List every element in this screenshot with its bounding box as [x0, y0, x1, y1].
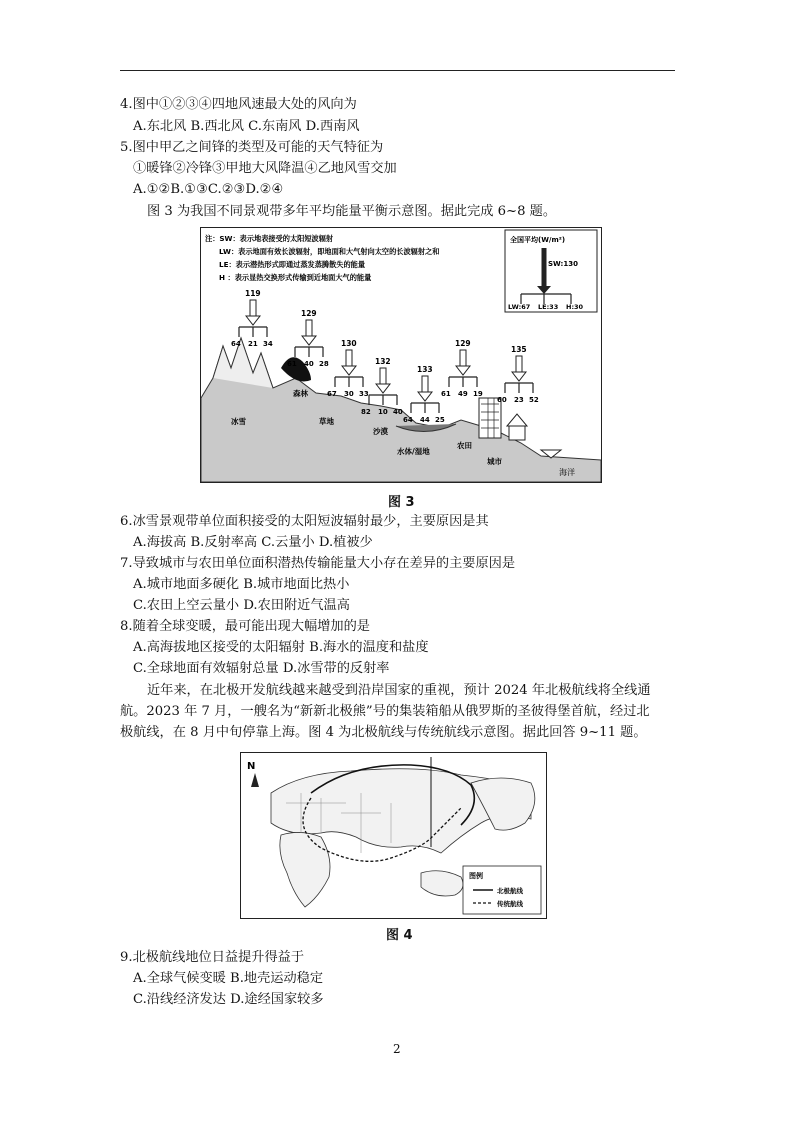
zone-split-arrows	[295, 347, 323, 357]
figure-3-caption: 图 3	[388, 495, 415, 510]
sea-label: 海洋	[559, 468, 575, 477]
national-h: H:30	[566, 303, 584, 311]
zone-lw-value: 67	[327, 390, 337, 398]
zone-le-value: 30	[344, 390, 354, 398]
zone-le-value: 49	[458, 390, 468, 398]
national-sw: SW:130	[548, 260, 578, 268]
zone-sw-arrowhead	[342, 366, 356, 375]
zone-le-value: 21	[248, 340, 258, 348]
zone-h-value: 33	[359, 390, 369, 398]
intro-q9-11-line2: 航。2023 年 7 月，一艘名为“新新北极熊”号的集装箱船从俄罗斯的圣彼得堡首航，经过北	[120, 704, 650, 719]
zone-split-arrows	[505, 383, 533, 393]
zone-h-value: 28	[319, 360, 329, 368]
q7-stem: 7.导致城市与农田单位面积潜热传输能量大小存在差异的主要原因是	[120, 556, 516, 571]
legend-arctic-label: 北极航线	[497, 887, 523, 895]
zone-sw-arrow	[460, 350, 466, 366]
zone-sw-arrow	[516, 356, 522, 372]
zone-le-value: 10	[378, 408, 388, 416]
zone-name-label: 森林	[293, 389, 308, 398]
fig3-legend-lw: LW：表示地面有效长波辐射，即地面和大气射向太空的长波辐射之和	[219, 247, 440, 256]
q8-options-cd: C.全球地面有效辐射总量 D.冰雪带的反射率	[133, 661, 390, 676]
intro-q9-11-line1: 近年来，在北极开发航线越来越受到沿岸国家的重视，预计 2024 年北极航线将全线通	[147, 683, 651, 698]
zone-split-arrows	[369, 395, 397, 405]
q4-stem: 4.图中①②③④四地风速最大处的风向为	[120, 97, 357, 112]
zone-name-label: 沙漠	[373, 427, 388, 436]
north-arrow-icon	[251, 773, 259, 787]
zone-name-label: 草地	[319, 417, 334, 426]
q5-options: A.①②B.①③C.②③D.②④	[133, 182, 284, 197]
zone-name-label: 农田	[457, 441, 472, 450]
zone-sw-value: 133	[417, 365, 433, 374]
zone-sw-arrowhead	[246, 316, 260, 325]
q9-options-cd: C.沿线经济发达 D.途经国家较多	[133, 992, 324, 1007]
q5-stem: 5.图中甲乙之间锋的类型及可能的天气特征为	[120, 140, 384, 155]
intro-q9-11-line3: 极航线，在 8 月中旬停靠上海。图 4 为北极航线与传统航线示意图。据此回答 9~11 题。	[120, 725, 647, 740]
zone-split-arrows	[411, 403, 439, 413]
q9-options-ab: A.全球气候变暖 B.地壳运动稳定	[133, 971, 324, 986]
zone-split-arrows	[335, 377, 363, 387]
q8-stem: 8.随着全球变暖，最可能出现大幅增加的是	[120, 619, 370, 634]
zone-sw-value: 129	[455, 339, 471, 348]
zone-split-arrows	[449, 377, 477, 387]
zone-lw-value: 82	[361, 408, 371, 416]
q9-stem: 9.北极航线地位日益提升得益于	[120, 950, 305, 965]
zone-lw-value: 61	[441, 390, 451, 398]
zone-sw-arrow	[250, 300, 256, 316]
zone-h-value: 52	[529, 396, 539, 404]
q8-options-ab: A.高海拔地区接受的太阳辐射 B.海水的温度和盐度	[133, 640, 429, 655]
national-lw: LW:67	[508, 303, 531, 311]
africa-shape	[280, 832, 330, 907]
zone-lw-value: 64	[403, 416, 413, 424]
zone-sw-arrow	[380, 368, 386, 384]
zone-lw-value: 64	[231, 340, 241, 348]
zone-sw-arrowhead	[376, 384, 390, 393]
q7-options-cd: C.农田上空云量小 D.农田附近气温高	[133, 598, 350, 613]
q6-stem: 6.冰雪景观带单位面积接受的太阳短波辐射最少，主要原因是其	[120, 514, 489, 529]
zone-lw-value: 60	[497, 396, 507, 404]
q7-options-ab: A.城市地面多硬化 B.城市地面比热小	[133, 577, 350, 592]
zone-sw-arrowhead	[456, 366, 470, 375]
zone-h-value: 25	[435, 416, 445, 424]
zone-sw-value: 132	[375, 357, 391, 366]
zone-lw-value: 61	[287, 360, 297, 368]
header-rule	[120, 70, 675, 71]
zone-h-value: 34	[263, 340, 273, 348]
zone-name-label: 冰雪	[231, 417, 246, 426]
zone-sw-arrow	[306, 320, 312, 336]
national-le: LE:33	[538, 303, 559, 311]
q5-statements: ①暖锋②冷锋③甲地大风降温④乙地风雪交加	[133, 161, 397, 176]
intro-q6-8: 图 3 为我国不同景观带多年平均能量平衡示意图。据此完成 6~8 题。	[147, 204, 557, 219]
figure-4-caption: 图 4	[386, 928, 413, 943]
zone-name-label: 水体/湿地	[397, 447, 430, 456]
legend-trad-label: 传统航线	[497, 900, 523, 908]
zone-name-label: 城市	[487, 457, 502, 466]
zone-sw-value: 119	[245, 289, 261, 298]
zone-sw-value: 135	[511, 345, 527, 354]
fig3-legend-le: LE：表示潜热形式即通过蒸发蒸腾散失的能量	[219, 260, 366, 269]
zone-sw-arrow	[422, 376, 428, 392]
energy-balance-diagram	[201, 228, 601, 482]
zone-sw-value: 129	[301, 309, 317, 318]
zone-h-value: 40	[393, 408, 403, 416]
arctic-route-map	[241, 753, 546, 918]
q4-options: A.东北风 B.西北风 C.东南风 D.西南风	[133, 119, 360, 134]
figure-3	[200, 227, 602, 483]
figure-4	[240, 752, 547, 919]
fig3-legend-h: H ：表示显热交换形式传输到近地面大气的能量	[219, 273, 372, 282]
zone-sw-arrowhead	[302, 336, 316, 345]
legend-title: 图例	[469, 872, 483, 880]
zone-h-value: 19	[473, 390, 483, 398]
north-arrow-label: N	[247, 761, 256, 772]
page-number: 2	[393, 1042, 401, 1056]
national-title: 全国平均(W/m²)	[510, 236, 566, 244]
zone-sw-arrowhead	[418, 392, 432, 401]
zone-sw-arrowhead	[512, 372, 526, 381]
zone-le-value: 40	[304, 360, 314, 368]
australia-shape	[421, 871, 463, 896]
q6-options: A.海拔高 B.反射率高 C.云量小 D.植被少	[133, 535, 373, 550]
zone-sw-value: 130	[341, 339, 357, 348]
zone-sw-arrow	[346, 350, 352, 366]
zone-le-value: 44	[420, 416, 430, 424]
zone-split-arrows	[239, 327, 267, 337]
zone-le-value: 23	[514, 396, 524, 404]
fig3-legend-sw: 注：SW：表示地表接受的太阳短波辐射	[205, 234, 334, 243]
